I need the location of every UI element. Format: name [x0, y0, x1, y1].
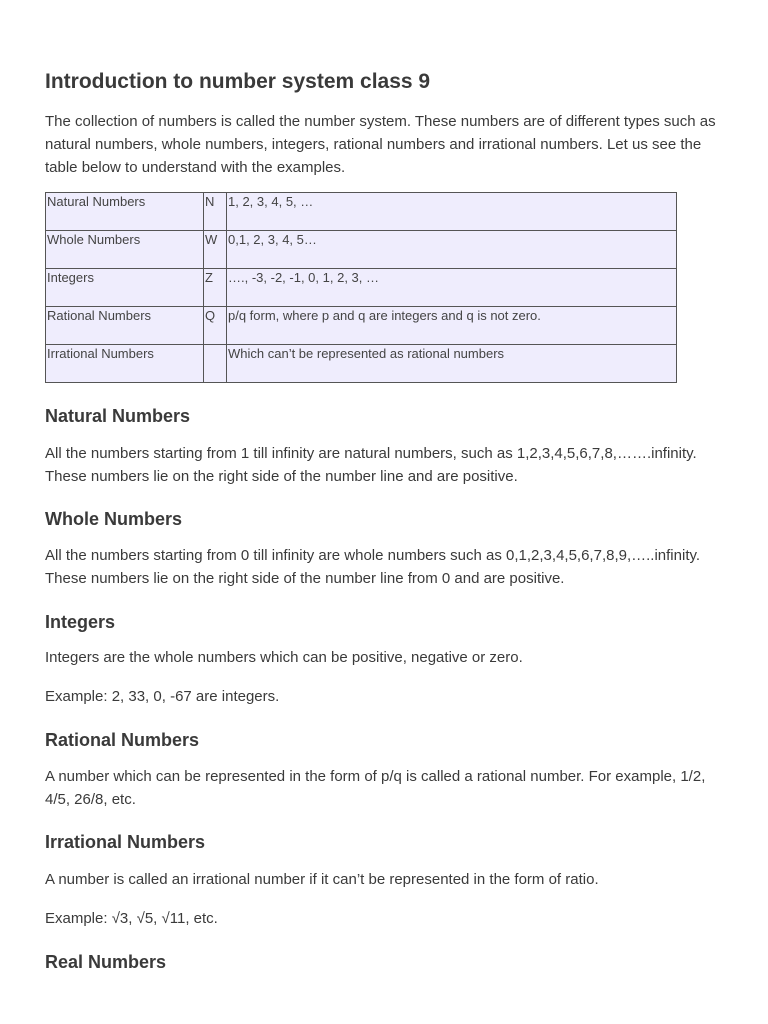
- irrational-numbers-text: A number is called an irrational number if it can’t be represented in the form of ratio.: [45, 871, 599, 888]
- heading-irrational-numbers: Irrational Numbers: [45, 832, 206, 852]
- table-cell-symbol: [204, 345, 227, 383]
- table-row: [46, 193, 677, 231]
- heading-rational-numbers: Rational Numbers: [45, 730, 200, 750]
- integers-example: Example: 2, 33, 0, -67 are integers.: [45, 688, 280, 705]
- heading-natural-numbers: Natural Numbers: [45, 406, 191, 426]
- table-row: [46, 345, 677, 383]
- table-cell-example: Which can’t be represented as rational numbers: [227, 345, 677, 383]
- table-cell-name: Irrational Numbers: [46, 345, 204, 383]
- table-row: [46, 269, 677, 307]
- heading-integers: Integers: [45, 612, 116, 632]
- whole-numbers-text: All the numbers starting from 0 till infinity are whole numbers such as 0,1,2,3,4,5,6,7,8,9,…..infinity. These numbers lie on the right side of the number line from 0 and are positive.: [45, 547, 701, 587]
- natural-numbers-text: All the numbers starting from 1 till infinity are natural numbers, such as 1,2,3,4,5,6,7,8,…….infinity. These numbers lie on the right side of the number line and are positive.: [45, 445, 697, 485]
- irrational-numbers-example: Example: √3, √5, √11, etc.: [45, 910, 218, 927]
- table-row: [46, 231, 677, 269]
- table-row: [46, 307, 677, 345]
- integers-text: Integers are the whole numbers which can be positive, negative or zero.: [45, 649, 523, 666]
- page-title: Introduction to number system class 9: [45, 70, 431, 93]
- heading-whole-numbers: Whole Numbers: [45, 509, 183, 529]
- rational-numbers-text: A number which can be represented in the form of p/q is called a rational number. For example, 1/2, 4/5, 26/8, etc.: [45, 768, 706, 808]
- number-types-table: [45, 192, 677, 383]
- table-cell-example: p/q form, where p and q are integers and q is not zero.: [227, 307, 677, 345]
- table-cell-symbol: N: [204, 193, 227, 231]
- heading-real-numbers: Real Numbers: [45, 952, 167, 972]
- table-cell-example: 1, 2, 3, 4, 5, …: [227, 193, 677, 231]
- table-cell-symbol: Z: [204, 269, 227, 307]
- table-cell-name: Integers: [46, 269, 204, 307]
- table-cell-name: Whole Numbers: [46, 231, 204, 269]
- intro-paragraph: The collection of numbers is called the number system. These numbers are of different types such as natural numbers, whole numbers, integers, rational numbers and irrational numbers. Let us see the table below to understand with the examples.: [45, 113, 716, 176]
- table-cell-example: 0,1, 2, 3, 4, 5…: [227, 231, 677, 269]
- table-cell-symbol: W: [204, 231, 227, 269]
- table-cell-symbol: Q: [204, 307, 227, 345]
- table-cell-name: Rational Numbers: [46, 307, 204, 345]
- table-cell-example: …., -3, -2, -1, 0, 1, 2, 3, …: [227, 269, 677, 307]
- table-cell-name: Natural Numbers: [46, 193, 204, 231]
